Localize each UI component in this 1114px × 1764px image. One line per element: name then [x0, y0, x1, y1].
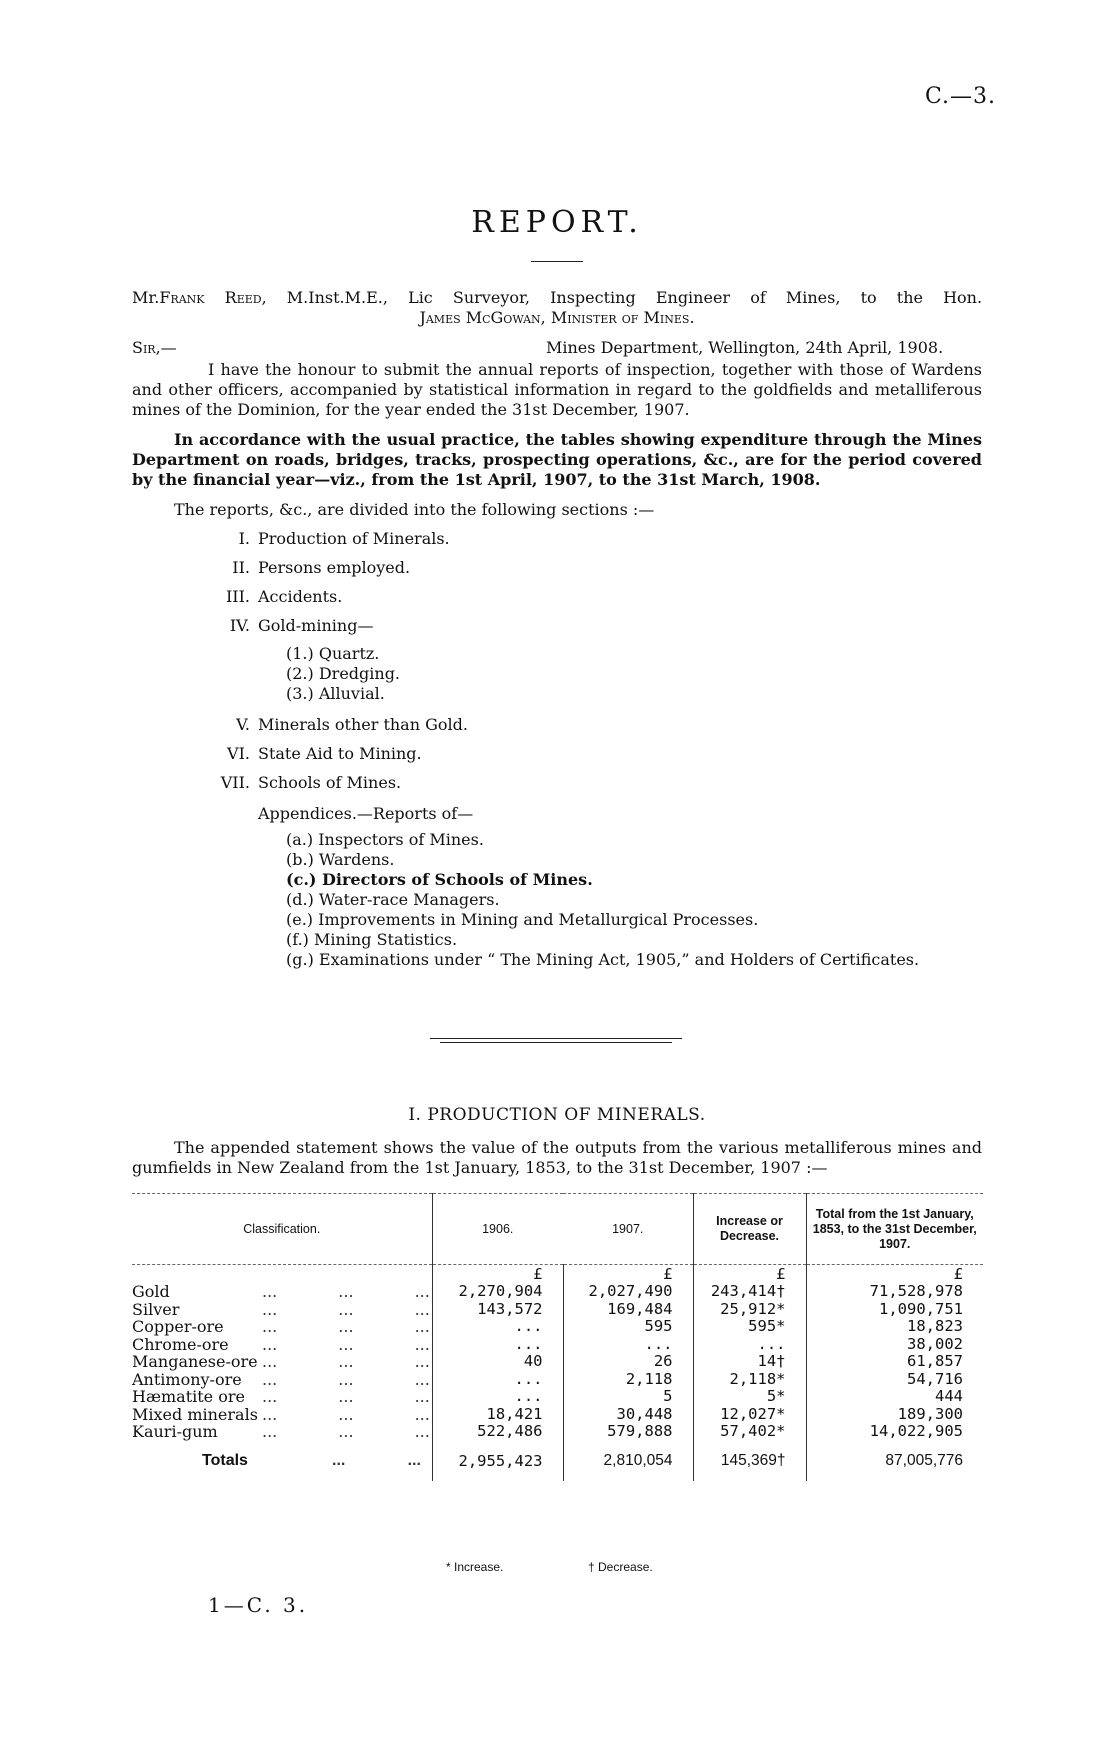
header-change: Increase or Decrease.: [693, 1194, 806, 1265]
section-divider: [440, 1042, 672, 1043]
page-code: 1—C. 3.: [208, 1593, 309, 1617]
address-word: the: [896, 288, 923, 307]
appendix-item: (b.) Wardens.: [286, 850, 395, 869]
table-row: Antimony-ore ... ... ... ... 2,118 2,118* 54,716: [132, 1371, 983, 1389]
cell-1906: 18,421: [432, 1406, 563, 1424]
cell-change: ...: [693, 1336, 806, 1354]
table-row: Mixed minerals ... ... ... 18,421 30,448 12,027* 189,300: [132, 1406, 983, 1424]
cell-1907: 30,448: [563, 1406, 693, 1424]
minister-name: James McGowan, Minister of Mines.: [419, 308, 695, 327]
cell-1907: 2,118: [563, 1371, 693, 1389]
address-word: Reed,: [224, 288, 267, 307]
paragraph-2: In accordance with the usual practice, the tables showing expenditure through the Mines Department on roads, bridges, tracks, prospecting operations, &c., are for the period covered by the financial year—viz., from the 1st April, 1907, to the 31st March, 1908.: [132, 430, 982, 489]
cell-1907: 2,027,490: [563, 1283, 693, 1301]
appendix-item: (a.) Inspectors of Mines.: [286, 830, 484, 849]
cell-1907: 5: [563, 1388, 693, 1406]
section-divider: [430, 1038, 682, 1039]
cell-change: 595*: [693, 1318, 806, 1336]
cell-total: 444: [806, 1388, 983, 1406]
cell-1906: 522,486: [432, 1423, 563, 1441]
table-row: Silver ... ... ... 143,572 169,484 25,912* 1,090,751: [132, 1301, 983, 1319]
cell-total: 61,857: [806, 1353, 983, 1371]
footnote-decrease: † Decrease.: [588, 1560, 653, 1574]
cell-change: 57,402*: [693, 1423, 806, 1441]
table-row: Kauri-gum ... ... ... 522,486 579,888 57,402* 14,022,905: [132, 1423, 983, 1441]
appendix-item: (f.) Mining Statistics.: [286, 930, 458, 949]
cell-1906: ...: [432, 1388, 563, 1406]
cell-1906: ...: [432, 1371, 563, 1389]
cell-1906: 40: [432, 1353, 563, 1371]
cell-change: 25,912*: [693, 1301, 806, 1319]
address-word: Mines,: [785, 288, 841, 307]
address-word: Lic: [408, 288, 433, 307]
cell-1906: ...: [432, 1336, 563, 1354]
section-heading: I. PRODUCTION OF MINERALS.: [408, 1105, 706, 1125]
table-row: Copper-ore ... ... ... ... 595 595* 18,823: [132, 1318, 983, 1336]
cell-total: 38,002: [806, 1336, 983, 1354]
address-word: Surveyor,: [452, 288, 530, 307]
cell-total: 54,716: [806, 1371, 983, 1389]
table-row: Hæmatite ore ... ... ... ... 5 5* 444: [132, 1388, 983, 1406]
cell-1907: 169,484: [563, 1301, 693, 1319]
cell-1907: 595: [563, 1318, 693, 1336]
subsection-item: (1.) Quartz.: [286, 644, 380, 663]
appendix-item: (c.) Directors of Schools of Mines.: [286, 870, 593, 889]
cell-total: 14,022,905: [806, 1423, 983, 1441]
paragraph-3: The reports, &c., are divided into the following sections :—: [174, 500, 655, 519]
address-word: Inspecting: [550, 288, 636, 307]
table-row: Chrome-ore ... ... ... ... ... ... 38,002: [132, 1336, 983, 1354]
header-classification: Classification.: [243, 1221, 321, 1236]
cell-1907: 26: [563, 1353, 693, 1371]
address-word: M.Inst.M.E.,: [286, 288, 388, 307]
production-table: [132, 1193, 983, 1481]
cell-total: 18,823: [806, 1318, 983, 1336]
footnote-increase: * Increase.: [446, 1560, 504, 1574]
dateline: Mines Department, Wellington, 24th April, 1908.: [546, 338, 944, 357]
cell-total: 71,528,978: [806, 1283, 983, 1301]
cell-change: 5*: [693, 1388, 806, 1406]
address-word: of: [750, 288, 766, 307]
address-word: Frank: [159, 288, 205, 307]
cell-1907: 579,888: [563, 1423, 693, 1441]
table-intro: The appended statement shows the value of the outputs from the various metalliferous mines and gumfields in New Zealand from the 1st January, 1853, to the 31st December, 1907 :—: [132, 1138, 982, 1177]
header-1906: 1906.: [432, 1194, 563, 1265]
cell-change: 14†: [693, 1353, 806, 1371]
table-row: Gold ... ... ... 2,270,904 2,027,490 243,414† 71,528,978: [132, 1283, 983, 1301]
report-title: REPORT.: [471, 205, 643, 240]
page-reference: C.—3.: [924, 84, 996, 109]
title-rule: [531, 261, 583, 262]
appendix-item: (g.) Examinations under “ The Mining Act, 1905,” and Holders of Certificates.: [286, 950, 920, 969]
appendices-heading: Appendices.—Reports of—: [258, 804, 474, 823]
subsection-item: (2.) Dredging.: [286, 664, 401, 683]
address-word: Hon.: [943, 288, 983, 307]
subsection-item: (3.) Alluvial.: [286, 684, 385, 703]
paragraph-1: I have the honour to submit the annual reports of inspection, together with those of Wardens and other officers, accompanied by statistical information in regard to the goldfields and metalliferous mines of the Dominion, for the year ended the 31st December, 1907.: [132, 360, 982, 419]
table-header: [132, 1194, 983, 1265]
salutation: Sir,—: [132, 338, 177, 357]
appendix-item: (d.) Water-race Managers.: [286, 890, 500, 909]
cell-1906: 2,270,904: [432, 1283, 563, 1301]
appendix-item: (e.) Improvements in Mining and Metallurgical Processes.: [286, 910, 759, 929]
table-row: Manganese-ore ... ... ... 40 26 14† 61,857: [132, 1353, 983, 1371]
address-word: Engineer: [655, 288, 731, 307]
cell-total: 1,090,751: [806, 1301, 983, 1319]
header-1907: 1907.: [612, 1221, 644, 1236]
cell-1907: ...: [563, 1336, 693, 1354]
currency-row: £ £ £ £: [132, 1265, 983, 1284]
cell-total: 189,300: [806, 1406, 983, 1424]
cell-change: 243,414†: [693, 1283, 806, 1301]
address-line-2: [0, 308, 1114, 327]
address-line-1: [132, 288, 982, 307]
address-word: Mr.: [132, 288, 160, 307]
cell-1906: ...: [432, 1318, 563, 1336]
cell-change: 2,118*: [693, 1371, 806, 1389]
cell-1906: 143,572: [432, 1301, 563, 1319]
cell-change: 12,027*: [693, 1406, 806, 1424]
totals-row: Totals ... ... 2,955,423 2,810,054 145,369† 87,005,776: [132, 1441, 983, 1481]
address-word: to: [860, 288, 877, 307]
header-total: Total from the 1st January, 1853, to the 31st December, 1907.: [806, 1194, 983, 1265]
